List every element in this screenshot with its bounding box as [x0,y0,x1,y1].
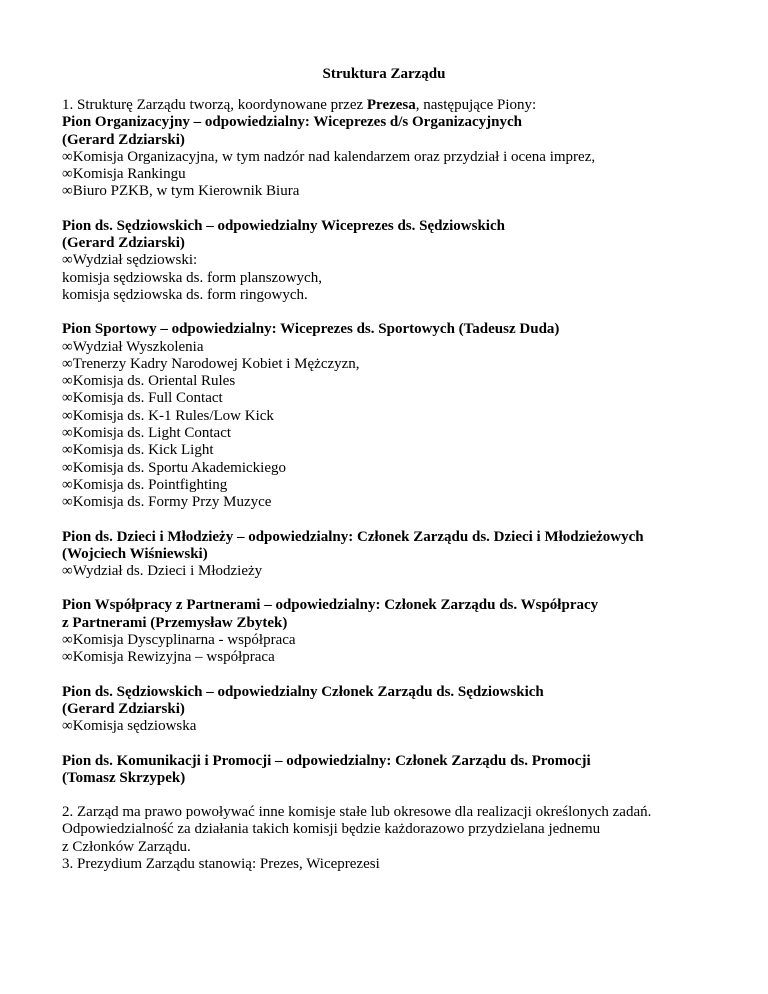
section-heading: (Wojciech Wiśniewski) [62,545,208,562]
list-item: ∞Komisja ds. Full Contact [62,390,223,407]
section-wspolpraca [62,597,732,666]
section-heading: Pion Współpracy z Partnerami – odpowiedzialny: Członek Zarządu ds. Współpracy [62,597,599,614]
closing-line: z Członków Zarządu. [62,838,191,855]
section-heading: (Gerard Zdziarski) [62,131,185,148]
section-heading: (Gerard Zdziarski) [62,700,185,717]
section-organizacyjny [62,114,732,200]
intro-bold-text: Prezesa [366,97,416,113]
list-item: ∞Wydział Wyszkolenia [62,338,204,355]
section-komunikacja [62,753,732,788]
section-heading: (Tomasz Skrzypek) [62,769,186,786]
section-heading: Pion Organizacyjny – odpowiedzialny: Wiceprezes d/s Organizacyjnych [62,114,522,131]
intro-paragraph [62,97,732,114]
closing-line: 3. Prezydium Zarządu stanowią: Prezes, Wiceprezesi [62,855,380,872]
section-sportowy [62,321,732,511]
closing-paragraphs [62,804,732,873]
list-item: komisja sędziowska ds. form ringowych. [62,286,308,303]
closing-line: 2. Zarząd ma prawo powoływać inne komisje stałe lub okresowe dla realizacji określonych zadań. [62,804,652,821]
list-item: ∞Komisja ds. Sportu Akademickiego [62,459,287,476]
intro-text-end: , następujące Piony: [415,97,537,113]
list-item: ∞Komisja Organizacyjna, w tym nadzór nad kalendarzem oraz przydział i ocena imprez, [62,148,596,165]
list-item: ∞Trenerzy Kadry Narodowej Kobiet i Mężczyzn, [62,355,360,372]
section-dzieci-mlodziez [62,529,732,581]
list-item: ∞Komisja sędziowska [62,718,197,735]
list-item: ∞Komisja ds. K-1 Rules/Low Kick [62,407,274,424]
intro-text-start: 1. Strukturę Zarządu tworzą, koordynowane przez [62,97,367,113]
section-heading: Pion ds. Sędziowskich – odpowiedzialny Członek Zarządu ds. Sędziowskich [62,683,544,700]
section-heading: Pion ds. Dzieci i Młodzieży – odpowiedzialny: Członek Zarządu ds. Dzieci i Młodzieżowych [62,528,644,545]
list-item: ∞Komisja Rankingu [62,166,186,183]
list-item: ∞Wydział ds. Dzieci i Młodzieży [62,563,263,580]
list-item: ∞Komisja Dyscyplinarna - współpraca [62,632,296,649]
document-body [62,97,732,873]
section-heading: Pion ds. Komunikacji i Promocji – odpowiedzialny: Członek Zarządu ds. Promocji [62,752,591,769]
list-item: ∞Komisja ds. Light Contact [62,425,232,442]
section-heading: (Gerard Zdziarski) [62,235,185,252]
list-item: komisja sędziowska ds. form planszowych, [62,269,322,286]
closing-line: Odpowiedzialność za działania takich komisji będzie każdorazowo przydzielana jednemu [62,821,601,838]
list-item: ∞Komisja ds. Oriental Rules [62,373,236,390]
list-item: ∞Wydział sędziowski: [62,252,198,269]
list-item: ∞Komisja ds. Kick Light [62,442,214,459]
section-heading: z Partnerami (Przemysław Zbytek) [62,614,288,631]
section-sedziowski-czlonek [62,684,732,736]
list-item: ∞Komisja ds. Pointfighting [62,476,228,493]
section-heading: Pion ds. Sędziowskich – odpowiedzialny Wiceprezes ds. Sędziowskich [62,217,505,234]
section-heading: Pion Sportowy – odpowiedzialny: Wiceprezes ds. Sportowych (Tadeusz Duda) [62,321,560,338]
list-item: ∞Komisja Rewizyjna – współpraca [62,649,275,666]
list-item: ∞Komisja ds. Formy Przy Muzyce [62,494,272,511]
section-sedziowski [62,218,732,304]
document-title: Struktura Zarządu [322,66,446,82]
list-item: ∞Biuro PZKB, w tym Kierownik Biura [62,183,300,200]
